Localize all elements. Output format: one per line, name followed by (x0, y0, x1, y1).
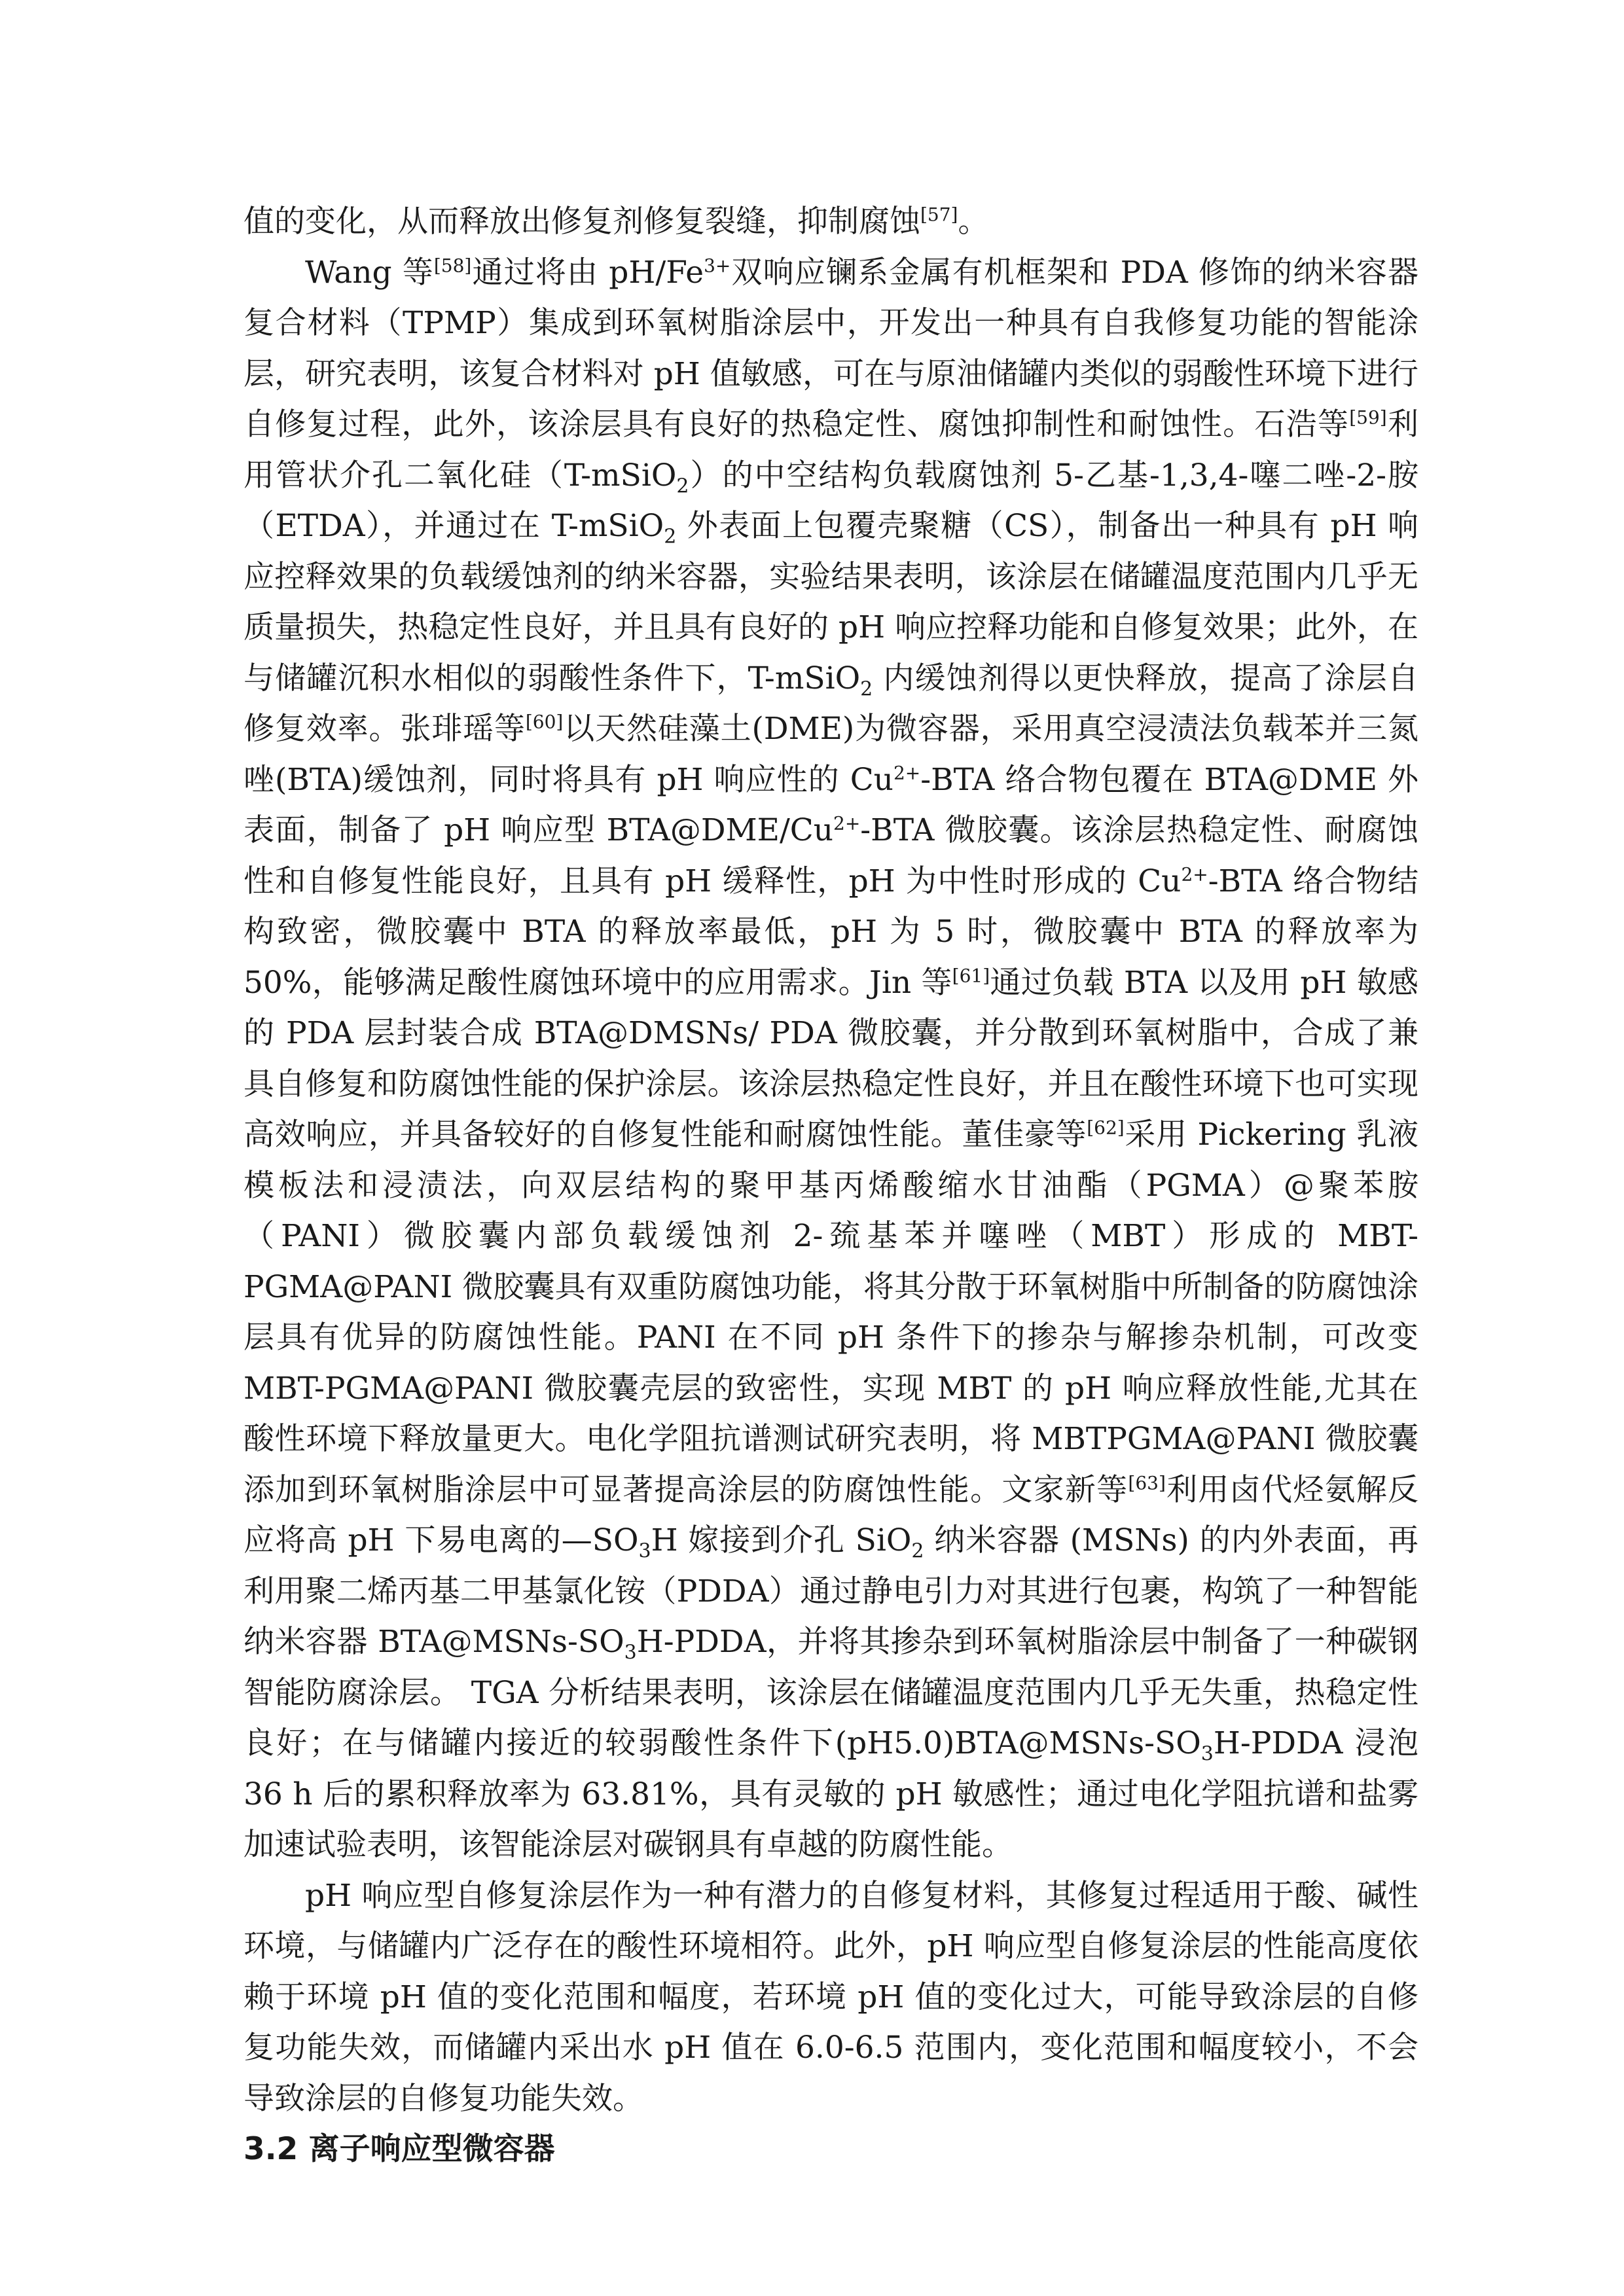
text-run: 值的变化，从而释放出修复剂修复裂缝，抑制腐蚀 (244, 204, 920, 240)
citation-superscript: [63] (1128, 1471, 1166, 1494)
subscript: 2 (664, 525, 677, 548)
text-run: H-PDDA 浸泡 36 h 后的累积释放率为 63.81%，具有灵敏的 pH 敏感性；通过电化学阻抗谱和盐雾加速试验表明，该智能涂层对碳钢具有卓越的防腐性能。 (244, 1725, 1418, 1863)
text-run: ）的中空结构负载腐蚀剂 5-乙基-1,3,4-噻二唑-2-胺（ETDA），并通过在 T-mSiO (244, 457, 1418, 544)
text-run: 以天然硅藻土(DME)为微容器，采用真空浸渍法负载苯并三氮唑(BTA)缓蚀剂，同时将具有 pH 响应性的 Cu (244, 711, 1418, 798)
subscript: 3 (638, 1539, 651, 1563)
text-run: pH 响应型自修复涂层作为一种有潜力的自修复材料，其修复过程适用于酸、碱性环境，与储罐内广泛存在的酸性环境相符。此外，pH 响应型自修复涂层的性能高度依赖于环境 pH 值的变化范围和幅度，若环境 pH 值的变化过大，可能导致涂层的自修复功能失效，而储罐内采出水 pH 值在 6.0-6.5 范围内，变化范围和幅度较小，不会导致涂层的自修复功能失效。 (244, 1877, 1418, 2117)
text-run: 双响应镧系金属有机框架和 PDA 修饰的纳米容器复合材料（TPMP）集成到环氧树脂涂层中，开发出一种具有自我修复功能的智能涂层，研究表明，该复合材料对 pH 值敏感，可在与原油储罐内类似的弱酸性环境下进行自修复过程，此外，该涂层具有良好的热稳定性、腐蚀抑制性和耐蚀性。石浩等 (244, 254, 1418, 442)
paragraph (244, 196, 1418, 247)
subscript: 2 (676, 474, 689, 497)
citation-superscript: 2+ (1181, 863, 1208, 885)
text-run: -BTA 络合物结构致密，微胶囊中 BTA 的释放率最低，pH 为 5 时，微胶囊中 BTA 的释放率为 50%，能够满足酸性腐蚀环境中的应用需求。Jin 等 (244, 863, 1418, 1001)
section-heading: 3.2 离子响应型微容器 (244, 2131, 555, 2167)
paragraph (244, 247, 1418, 1871)
citation-superscript: [57] (920, 204, 958, 226)
citation-superscript: [60] (525, 711, 564, 733)
text-run: 采用 Pickering 乳液模板法和浸渍法，向双层结构的聚甲基丙烯酸缩水甘油酯（PGMA）@聚苯胺（PANI）微胶囊内部负载缓蚀剂 2-巯基苯并噻唑（MBT）形成的 MBT-PGMA@PANI 微胶囊具有双重防腐蚀功能，将其分散于环氧树脂中所制备的防腐蚀涂层具有优异的防腐蚀性能。PANI 在不同 pH 条件下的掺杂与解掺杂机制，可改变 MBT-PGMA@PANI 微胶囊壳层的致密性，实现 MBT 的 pH 响应释放性能,尤其在酸性环境下释放量更大。电化学阻抗谱测试研究表明，将 MBTPGMA@PANI 微胶囊添加到环氧树脂涂层中可显著提高涂层的防腐蚀性能。文家新等 (244, 1117, 1418, 1508)
citation-superscript: [59] (1349, 406, 1387, 429)
paragraph (244, 1871, 1418, 2125)
document-page (244, 196, 1418, 2175)
citation-superscript: [62] (1087, 1117, 1125, 1139)
subscript: 3 (624, 1641, 637, 1664)
text-run: 利用管状介孔二氧化硅（T-mSiO (244, 406, 1418, 493)
citation-superscript: 2+ (833, 812, 861, 834)
text-run: -BTA 微胶囊。该涂层热稳定性、耐腐蚀性和自修复性能良好，且具有 pH 缓释性，pH 为中性时形成的 Cu (244, 812, 1418, 899)
citation-superscript: [58] (433, 254, 472, 276)
subscript: 2 (911, 1539, 924, 1563)
citation-superscript: 3+ (704, 254, 731, 276)
citation-superscript: 2+ (893, 761, 921, 783)
text-run: Wang 等 (305, 254, 434, 291)
subscript: 2 (860, 677, 873, 700)
text-run: 。 (958, 204, 989, 240)
text-run: 利用卤代烃氨解反应将高 pH 下易电离的—SO (244, 1471, 1419, 1558)
text-run: H-PDDA，并将其掺杂到环氧树脂涂层中制备了一种碳钢智能防腐涂层。 TGA 分析结果表明，该涂层在储罐温度范围内几乎无失重，热稳定性良好；在与储罐内接近的较弱酸性条件下(pH5.0)BTA@MSNs-SO (244, 1624, 1418, 1761)
text-run: 外表面上包覆壳聚糖（CS），制备出一种具有 pH 响应控释效果的负载缓蚀剂的纳米容器，实验结果表明，该涂层在储罐温度范围内几乎无质量损失，热稳定性良好，并且具有良好的 pH 响应控释功能和自修复效果；此外，在与储罐沉积水相似的弱酸性条件下，T-mSiO (244, 508, 1418, 696)
subscript: 3 (1200, 1742, 1214, 1766)
text-run: -BTA 络合物包覆在 BTA@DME 外表面，制备了 pH 响应型 BTA@DME/Cu (244, 761, 1418, 848)
text-run: 通过负载 BTA 以及用 pH 敏感的 PDA 层封装合成 BTA@DMSNs/ PDA 微胶囊，并分散到环氧树脂中，合成了兼具自修复和防腐蚀性能的保护涂层。该涂层热稳定性良好，并且在酸性环境下也可实现高效响应，并具备较好的自修复性能和耐腐蚀性能。董佳豪等 (244, 964, 1419, 1153)
text-run: 纳米容器 (MSNs) 的内外表面，再利用聚二烯丙基二甲基氯化铵（PDDA）通过静电引力对其进行包裹，构筑了一种智能纳米容器 BTA@MSNs-SO (244, 1522, 1418, 1660)
text-run: 通过将由 pH/Fe (471, 254, 704, 291)
text-run: 内缓蚀剂得以更快释放，提高了涂层自修复效率。张琲瑶等 (244, 660, 1418, 747)
text-run: H 嫁接到介孔 SiO (651, 1522, 912, 1558)
body-text (244, 196, 1418, 2124)
citation-superscript: [61] (952, 964, 990, 986)
